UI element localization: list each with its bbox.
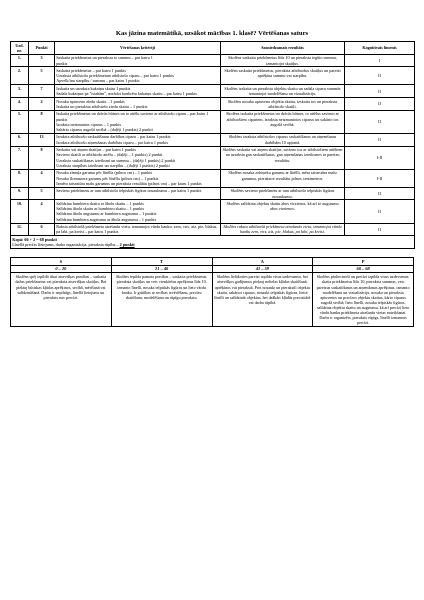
row-result: Skolēns savieno priekšmetu ar tam atbilstošo telpiskās figūras nosaukumu. [221, 187, 345, 200]
row-points: 3 [29, 54, 55, 67]
criteria-line: Raksta atbilstošā priekšmeta atrašanās vietu, izmantojot vārdu banku: zem, virs, aiz, pie, blakus, pa labi, pa kreisi – par katru 1 punkts [56, 224, 218, 235]
row-number: 2. [11, 67, 29, 85]
row-criteria [55, 98, 221, 111]
row-cognitive-level: II [345, 223, 415, 236]
criteria-line: Nosaka flomastera garumu pēc līnēlla (pilnos cm) – 1 punkts [56, 175, 159, 181]
table-row [11, 146, 415, 169]
row-cognitive-level: I-II [345, 169, 415, 187]
document-page [10, 0, 414, 327]
levels-letter-row [11, 257, 414, 265]
table-row [11, 67, 415, 85]
row-points: 2 [29, 98, 55, 111]
row-result: Skolēns izskaita priekšmetus un dzīvās būtnes, to attēlus savieno ar atbilstošiem cipariem, izraksta neizmantotos ciparus un sakārto tos augošā secībā. [221, 110, 345, 133]
table-row [11, 85, 415, 98]
row-criteria [55, 67, 221, 85]
criteria-line: Uzraksta saskaitīšanas izteiksmi un summu – (daļēji 1 punkts) 2 punkti [56, 157, 176, 163]
table-row [11, 223, 415, 236]
row-cognitive-level: II [345, 110, 415, 133]
row-points: 4 [29, 169, 55, 187]
row-result: Skolēns salīdzina objektu skaitu abos virzienos, kā arī to augstumu abos virzienos. [221, 200, 345, 223]
row-number: 6. [11, 133, 29, 146]
level-range: 21 – 40 [111, 265, 212, 273]
row-criteria [55, 187, 221, 200]
criteria-line: Uzraksta starpības izteiksmi un starpību – (daļēji 1 punkts) 2 punkti [56, 162, 170, 168]
level-letter: A [212, 257, 313, 265]
criteria-line: Izskaita un uzraksta kukaiņu skaitu 1 punkts [56, 85, 131, 91]
criteria-line: Sadala kukaiņus pa "istabām", norādot konkrētu kukaiņu skaitu – par katru 1 punkts [56, 91, 197, 97]
header-points: Punkti [29, 42, 55, 55]
row-criteria [55, 85, 221, 98]
total-text: Kopā: 66 + 2 = 68 punkti [12, 236, 57, 242]
row-points: 5 [29, 187, 55, 200]
table-row [11, 187, 415, 200]
row-number: 4. [11, 98, 29, 111]
criteria-table [10, 41, 415, 249]
row-number: 3. [11, 85, 29, 98]
level-letter: T [111, 257, 212, 265]
level-description: Skolēns lielākoties pareizi izpilda visus uzdevumus, bet atsevišķos gadījumos pieļauj nelielas kļūdas skaitīšanā, aprēķinos vai pierakstā. Prot nosaukt un pierakstīt objektu skaitu, sakārtot ciparus, nosaukt telpiskās figūras, lietot līnelli un salīdzināt objektus, bet dažkārt kļūdās precizitātē vai darba rūpībā. [212, 273, 313, 327]
level-range: 41 – 59 [212, 265, 313, 273]
level-letter: S [11, 257, 112, 265]
row-criteria [55, 54, 221, 67]
table-row [11, 98, 415, 111]
criteria-line: Uzraksta atbilstošo priekšmetam atbilstošo ciparu – par katru 1 punkts [56, 73, 174, 79]
row-points: 4 [29, 200, 55, 223]
criteria-line: Nosaka aptuveno zīedu skaitu – 1 punkts [56, 98, 125, 104]
row-result: Skolēns saskaita priekšmetus līdz 10 un pieraksta iegūto summu, izmantojot skaitļus. [221, 54, 345, 67]
row-cognitive-level: II [345, 187, 415, 200]
row-criteria [55, 146, 221, 169]
criteria-line: Salīdzina ābolu skaitu ar bumbieru skaitu – 1 punkts [56, 206, 145, 212]
total-row [11, 236, 415, 249]
row-result: Skolēns nosaka aptuveno objektu skaitu, izskaita tos un pieraksta atbilstošo skaitli. [221, 98, 345, 111]
criteria-line: Izskaita un pieraksta atbilstošo ziedu skaitu – 1 punkts [56, 103, 148, 109]
table-row [11, 54, 415, 67]
level-range: 60 – 68 [313, 265, 414, 273]
criteria-line: punkts [56, 60, 68, 66]
row-points: 13 [29, 133, 55, 146]
row-cognitive-level: I [345, 54, 415, 67]
row-points: 5 [29, 67, 55, 85]
total-cell [11, 236, 415, 249]
row-criteria [55, 110, 221, 133]
row-number: 8. [11, 169, 29, 187]
levels-table [10, 257, 414, 327]
criteria-line: Izraksta neizmantos ciparus – 1 punkts [56, 121, 122, 127]
row-cognitive-level: II [345, 98, 415, 111]
table-row [11, 110, 415, 133]
row-cognitive-level: II [345, 133, 415, 146]
table-row [11, 169, 415, 187]
criteria-line: Salīdzina bumbiera augstumu ar ābola augstumu – 1 punkts [56, 216, 157, 222]
row-cognitive-level: II [345, 67, 415, 85]
row-points: 8 [29, 146, 55, 169]
header-result: Sasniedzamais rezultāts [221, 42, 345, 55]
header-criteria: Vērtēšanas kritēriji [55, 42, 221, 55]
row-cognitive-level: I-II [345, 146, 415, 169]
criteria-line: Nosaka zīmuļa garumu pēc līnēlla (pilnos cm) – 1 punkts [56, 170, 153, 176]
row-result: Skolēns saskaita vai atņem skaitļus, savieno tos ar atbilstošiem attēliem un uzraksta gan saskaitīšanas, gan atņemšanas izteiksmes ar pareizu rezultātu. [221, 146, 345, 169]
criteria-line: Izmēra taisnstūra malu garumus un pieraksta rezultātu (pilnos cm) – par katru 1 punkts [56, 180, 202, 186]
criteria-line: Izraksta atbilstošo saskaitīšanas darbības ciparu – par katru 1 punkts [56, 134, 171, 140]
criteria-line: Sakārto ciparus augošā secībā – (daļēji 1 punkts) 2 punkti [56, 127, 153, 133]
row-number: 7. [11, 146, 29, 169]
row-points: 7 [29, 85, 55, 98]
row-result: Skolēns saskaita priekšmetus, pieraksta atbilstošus skaitļus un pareizi aprēķina summu vai starpību. [221, 67, 345, 85]
criteria-line: Saskaita priekšmetus – par katru 1 punkts [56, 67, 126, 73]
row-number: 5. [11, 110, 29, 133]
row-result: Skolēns izskaita un pieraksta objektu skaitu un sadala ciparu summās izmantojot modelēšanu un vizualizāciju. [221, 85, 345, 98]
row-number: 1. [11, 54, 29, 67]
row-result: Skolēns izraksta atbilstošos ciparus saskaitīšanas un atņemšanas darbībām 10 apjomā. [221, 133, 345, 146]
note-text [12, 242, 413, 247]
levels-text-row [11, 273, 414, 327]
level-description: Skolēns pārliecinoši un precīzi izpilda visus uzdevumus: skaita priekšmetus līdz 10, pieraksta summas, veic pareizus saskaitīšanas un atņemšanas aprēķinus, izmanto modelēšanu un vizualizāciju, nosaka un pieraksta aptuvenos un precīzos objektu skaitus, kārto ciparus augošā secībā, lieto līnelli, nosaka telpiskās figūras, salīdzina objektu skaitu un augstumu, kā arī precīzi lieto vārdu banku priekšmeta atrašanās vietas noteikšanai. Darbs ir organizēts, pieraksts rūpīgs, līnelli izmantots precīzi. [313, 273, 414, 327]
note-label: Līnellā precīzs līetojums, darba organizācija, pieraksta rūpība – [12, 242, 119, 248]
table-row [11, 200, 415, 223]
level-letter: P [313, 257, 414, 265]
criteria-line: Izraksta atbilstošo atņemšanas darbības ciparu – par katru 1 punkts [56, 139, 169, 145]
row-points: 8 [29, 110, 55, 133]
row-number: 9. [11, 187, 29, 200]
criteria-line: Salīdzina bumbiera skaitu ar ābolu skaitu – 1 punkts [56, 200, 144, 206]
level-description: Skolēns spēj izpildīt tikai atsevišķas prasības – saskaita dažus priekšmetus vai pieraksta atsevišķus skaitļus. Bet pieļauj būtiskas kļūdas aprēķinos, secībā, mērīšanā vai salīdzināšanā. Darbs ir nepilnīgs, līnellā lietojums un pieraksts nav precīzi. [11, 273, 112, 327]
header-cognitive: Kognitīvais līmenis [345, 42, 415, 55]
criteria-line: Saskaita priekšmetus un pieraksta to summu – par katru 1 [56, 55, 153, 61]
criteria-line: Savieno priekšmetu ar tam atbilstošo telpiskās figūras nosaukumu – par katru 1 punkts [56, 188, 202, 194]
criteria-line: Izskaita priekšmetus un dzīvās būtnes un to attēlu savieno ar atbilstošo ciparu – par katru 1 punkts [56, 111, 209, 122]
table-header-row [11, 42, 415, 55]
criteria-line: Apvelk/ina starpību / summu – par katru 1 punkts [56, 78, 140, 84]
table-row [11, 133, 415, 146]
row-number: 10. [11, 200, 29, 223]
note-points: 2 punkti [119, 242, 135, 248]
row-criteria [55, 223, 221, 236]
criteria-line: Savieno skaitli ar atbilstošo attēlu – (daļēji – 1 punkts) 2 punkti [56, 152, 163, 158]
row-criteria [55, 133, 221, 146]
row-points: 6 [29, 223, 55, 236]
row-criteria [55, 169, 221, 187]
row-result: Skolēns raksta atbilstošā priekšmeta atrašanās vietu, izmantojot vārdu banku zem, virs, aiz, pie, blakus, pa labi, pa kreisi. [221, 223, 345, 236]
header-no: Uzd. nr. [11, 42, 29, 55]
levels-range-row [11, 265, 414, 273]
level-description: Skolēns tepilda pamata prasības – saskaita priekšmetus, pieraksta skaitļus un veic vienkāršus aprēķinus līdz 10, izmanto līnelli, nosaka telpiskās figūras un lieto vārdu banku. Ir grūtības ar secības izvērtēšanu, precīzu skaitīšanu, modelēšanu un rūpīgu pierakstu. [111, 273, 212, 327]
row-cognitive-level: II [345, 200, 415, 223]
level-range: 0 – 20 [11, 265, 112, 273]
criteria-line: Saskaita vai atņem skaitļus – par katru 1 punkts [56, 147, 136, 153]
row-number: 11. [11, 223, 29, 236]
criteria-line: Salīdzina ābolu augstumu ar bumbiera augstumu – 1 punkts [56, 211, 157, 217]
row-cognitive-level: II [345, 85, 415, 98]
row-result: Skolēns nosaka zobiņeku garumu ar līnēlli, mēra taisnstūra malu garumus, pierakstot rezultātu pilnos centimetros. [221, 169, 345, 187]
page-title: Kas jāzina matemātikā, uzsākot mācības 1. klasē? Vērtēšanas saturs [115, 30, 309, 37]
row-criteria [55, 200, 221, 223]
